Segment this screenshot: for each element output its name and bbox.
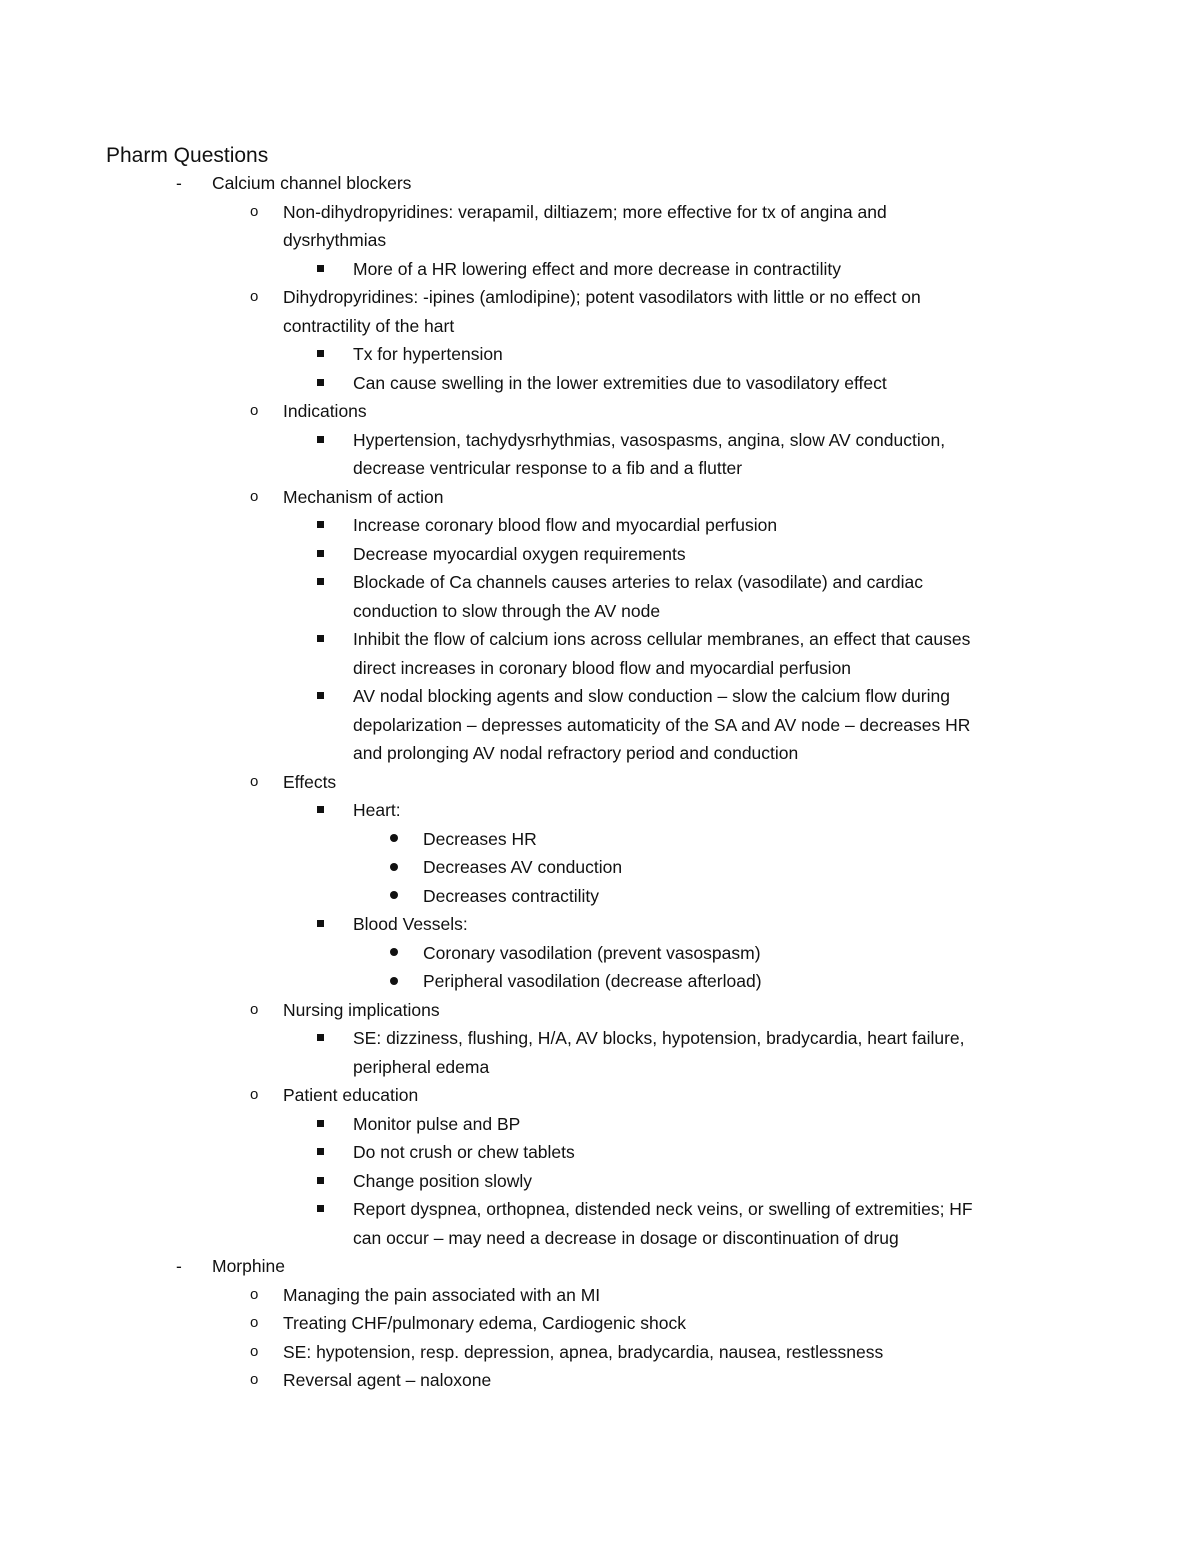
list-item xyxy=(0,910,1200,939)
square-bullet-shape xyxy=(317,379,324,386)
dot-bullet-icon xyxy=(390,882,398,911)
list-item xyxy=(0,226,1200,255)
dot-bullet-icon xyxy=(390,853,398,882)
square-bullet-shape xyxy=(317,1205,324,1212)
list-item-text: Monitor pulse and BP xyxy=(353,1113,521,1134)
list-item-text: Coronary vasodilation (prevent vasospasm) xyxy=(423,942,761,963)
list-item-text: Change position slowly xyxy=(353,1170,532,1191)
square-bullet-icon xyxy=(317,910,324,939)
circle-bullet: o xyxy=(250,1371,259,1388)
square-bullet-shape xyxy=(317,436,324,443)
list-item xyxy=(0,796,1200,825)
list-item-text: Effects xyxy=(283,771,337,792)
list-item-text: Managing the pain associated with an MI xyxy=(283,1284,601,1305)
list-item xyxy=(0,1195,1200,1224)
circle-bullet: o xyxy=(250,202,259,220)
dash-bullet: - xyxy=(176,1256,182,1276)
list-item xyxy=(0,426,1200,455)
square-bullet-icon xyxy=(317,369,324,398)
list-item-text: can occur – may need a decrease in dosage or discontinuation of drug xyxy=(353,1227,899,1248)
list-item xyxy=(0,1281,1200,1310)
list-item-text: Blood Vessels: xyxy=(353,914,468,934)
square-bullet-shape xyxy=(317,265,324,272)
square-bullet-icon xyxy=(317,625,324,654)
square-bullet-shape xyxy=(317,1148,324,1155)
list-item xyxy=(0,511,1200,540)
list-item xyxy=(0,568,1200,597)
list-item xyxy=(0,1252,1200,1281)
list-item xyxy=(0,939,1200,968)
list-item-text: Calcium channel blockers xyxy=(212,173,412,193)
list-item-text: Report dyspnea, orthopnea, distended neck veins, or swelling of extremities; HF xyxy=(353,1199,973,1219)
square-bullet-icon xyxy=(317,426,324,455)
list-item xyxy=(0,1366,1200,1395)
list-item-text: Mechanism of action xyxy=(283,486,444,507)
square-bullet-icon xyxy=(317,340,324,369)
list-item xyxy=(0,739,1200,768)
list-item xyxy=(0,169,1200,198)
list-item xyxy=(0,853,1200,882)
list-item-text: Blockade of Ca channels causes arteries to relax (vasodilate) and cardiac xyxy=(353,572,924,592)
list-item xyxy=(0,1081,1200,1110)
page-title: Pharm Questions xyxy=(106,144,269,167)
dot-bullet-icon xyxy=(390,967,398,996)
dot-bullet-icon xyxy=(390,939,398,968)
square-bullet-shape xyxy=(317,692,324,699)
outline-list xyxy=(0,169,1200,1395)
list-item xyxy=(0,369,1200,398)
square-bullet-shape xyxy=(317,521,324,528)
list-item xyxy=(0,340,1200,369)
square-bullet-shape xyxy=(317,1177,324,1184)
circle-bullet: o xyxy=(250,1314,259,1331)
list-item xyxy=(0,255,1200,284)
list-item-text: Reversal agent – naloxone xyxy=(283,1370,492,1390)
list-item xyxy=(0,454,1200,483)
square-bullet-icon xyxy=(317,1167,324,1196)
square-bullet-shape xyxy=(317,350,324,357)
list-item-text: contractility of the hart xyxy=(283,315,455,336)
circle-bullet: o xyxy=(250,1000,259,1018)
list-item xyxy=(0,1224,1200,1253)
square-bullet-icon xyxy=(317,1138,324,1167)
square-bullet-icon xyxy=(317,682,324,711)
dot-bullet-shape xyxy=(390,891,398,899)
list-item-text: peripheral edema xyxy=(353,1056,490,1077)
dot-bullet-shape xyxy=(390,863,398,871)
list-item-text: depolarization – depresses automaticity of the SA and AV node – decreases HR xyxy=(353,714,971,735)
list-item xyxy=(0,967,1200,996)
list-item xyxy=(0,397,1200,426)
list-item-text: Decreases AV conduction xyxy=(423,857,623,877)
square-bullet-shape xyxy=(317,806,324,813)
list-item xyxy=(0,825,1200,854)
list-item xyxy=(0,711,1200,740)
list-item-text: Decreases contractility xyxy=(423,885,600,906)
square-bullet-shape xyxy=(317,550,324,557)
list-item-text: SE: hypotension, resp. depression, apnea, bradycardia, nausea, restlessness xyxy=(283,1341,884,1362)
list-item-text: Decrease myocardial oxygen requirements xyxy=(353,543,686,564)
dot-bullet-shape xyxy=(390,948,398,956)
square-bullet-shape xyxy=(317,1034,324,1041)
square-bullet-icon xyxy=(317,1024,324,1053)
list-item-text: Decreases HR xyxy=(423,828,537,849)
list-item-text: Heart: xyxy=(353,800,401,820)
list-item-text: SE: dizziness, flushing, H/A, AV blocks, hypotension, bradycardia, heart failure, xyxy=(353,1028,965,1048)
square-bullet-icon xyxy=(317,1110,324,1139)
list-item xyxy=(0,1053,1200,1082)
dash-bullet: - xyxy=(176,173,182,193)
dot-bullet-icon xyxy=(390,825,398,854)
list-item-text: Indications xyxy=(283,401,367,421)
circle-bullet: o xyxy=(250,487,259,505)
list-item xyxy=(0,625,1200,654)
list-item-text: Morphine xyxy=(212,1256,285,1276)
square-bullet-icon xyxy=(317,568,324,597)
dot-bullet-shape xyxy=(390,834,398,842)
square-bullet-shape xyxy=(317,635,324,642)
list-item xyxy=(0,996,1200,1025)
list-item-text: Treating CHF/pulmonary edema, Cardiogenic shock xyxy=(283,1313,687,1333)
list-item xyxy=(0,682,1200,711)
list-item-text: AV nodal blocking agents and slow conduction – slow the calcium flow during xyxy=(353,686,950,706)
list-item xyxy=(0,312,1200,341)
list-item xyxy=(0,768,1200,797)
list-item xyxy=(0,483,1200,512)
list-item-text: direct increases in coronary blood flow and myocardial perfusion xyxy=(353,657,852,678)
list-item-text: Inhibit the flow of calcium ions across cellular membranes, an effect that causes xyxy=(353,629,971,649)
circle-bullet: o xyxy=(250,772,259,790)
list-item xyxy=(0,283,1200,312)
square-bullet-icon xyxy=(317,511,324,540)
list-item-text: Patient education xyxy=(283,1085,419,1105)
list-item-text: Do not crush or chew tablets xyxy=(353,1142,575,1162)
list-item xyxy=(0,1110,1200,1139)
list-item-text: dysrhythmias xyxy=(283,230,387,250)
list-item-text: and prolonging AV nodal refractory period and conduction xyxy=(353,743,799,763)
list-item xyxy=(0,540,1200,569)
list-item-text: Peripheral vasodilation (decrease afterload) xyxy=(423,971,762,991)
list-item-text: Increase coronary blood flow and myocardial perfusion xyxy=(353,515,778,535)
list-item-text: Nursing implications xyxy=(283,999,440,1020)
circle-bullet: o xyxy=(250,1342,259,1360)
square-bullet-icon xyxy=(317,1195,324,1224)
square-bullet-shape xyxy=(317,578,324,585)
square-bullet-icon xyxy=(317,540,324,569)
list-item xyxy=(0,1338,1200,1367)
circle-bullet: o xyxy=(250,402,259,419)
list-item-text: Hypertension, tachydysrhythmias, vasospasms, angina, slow AV conduction, xyxy=(353,429,946,450)
circle-bullet: o xyxy=(250,1086,259,1103)
list-item-text: decrease ventricular response to a fib and a flutter xyxy=(353,458,743,478)
list-item-text: More of a HR lowering effect and more decrease in contractility xyxy=(353,258,841,279)
list-item xyxy=(0,654,1200,683)
list-item xyxy=(0,1024,1200,1053)
circle-bullet: o xyxy=(250,1285,259,1303)
list-item-text: conduction to slow through the AV node xyxy=(353,600,661,621)
list-item-text: Non-dihydropyridines: verapamil, diltiazem; more effective for tx of angina and xyxy=(283,201,887,222)
list-item-text: Dihydropyridines: -ipines (amlodipine); potent vasodilators with little or no effect on xyxy=(283,287,921,307)
list-item xyxy=(0,198,1200,227)
list-item xyxy=(0,1167,1200,1196)
list-item-text: Tx for hypertension xyxy=(353,344,503,364)
dot-bullet-shape xyxy=(390,977,398,985)
square-bullet-icon xyxy=(317,796,324,825)
list-item xyxy=(0,882,1200,911)
list-item xyxy=(0,1138,1200,1167)
square-bullet-icon xyxy=(317,255,324,284)
square-bullet-shape xyxy=(317,920,324,927)
circle-bullet: o xyxy=(250,288,259,305)
square-bullet-shape xyxy=(317,1120,324,1127)
list-item xyxy=(0,597,1200,626)
list-item xyxy=(0,1309,1200,1338)
list-item-text: Can cause swelling in the lower extremities due to vasodilatory effect xyxy=(353,372,887,393)
